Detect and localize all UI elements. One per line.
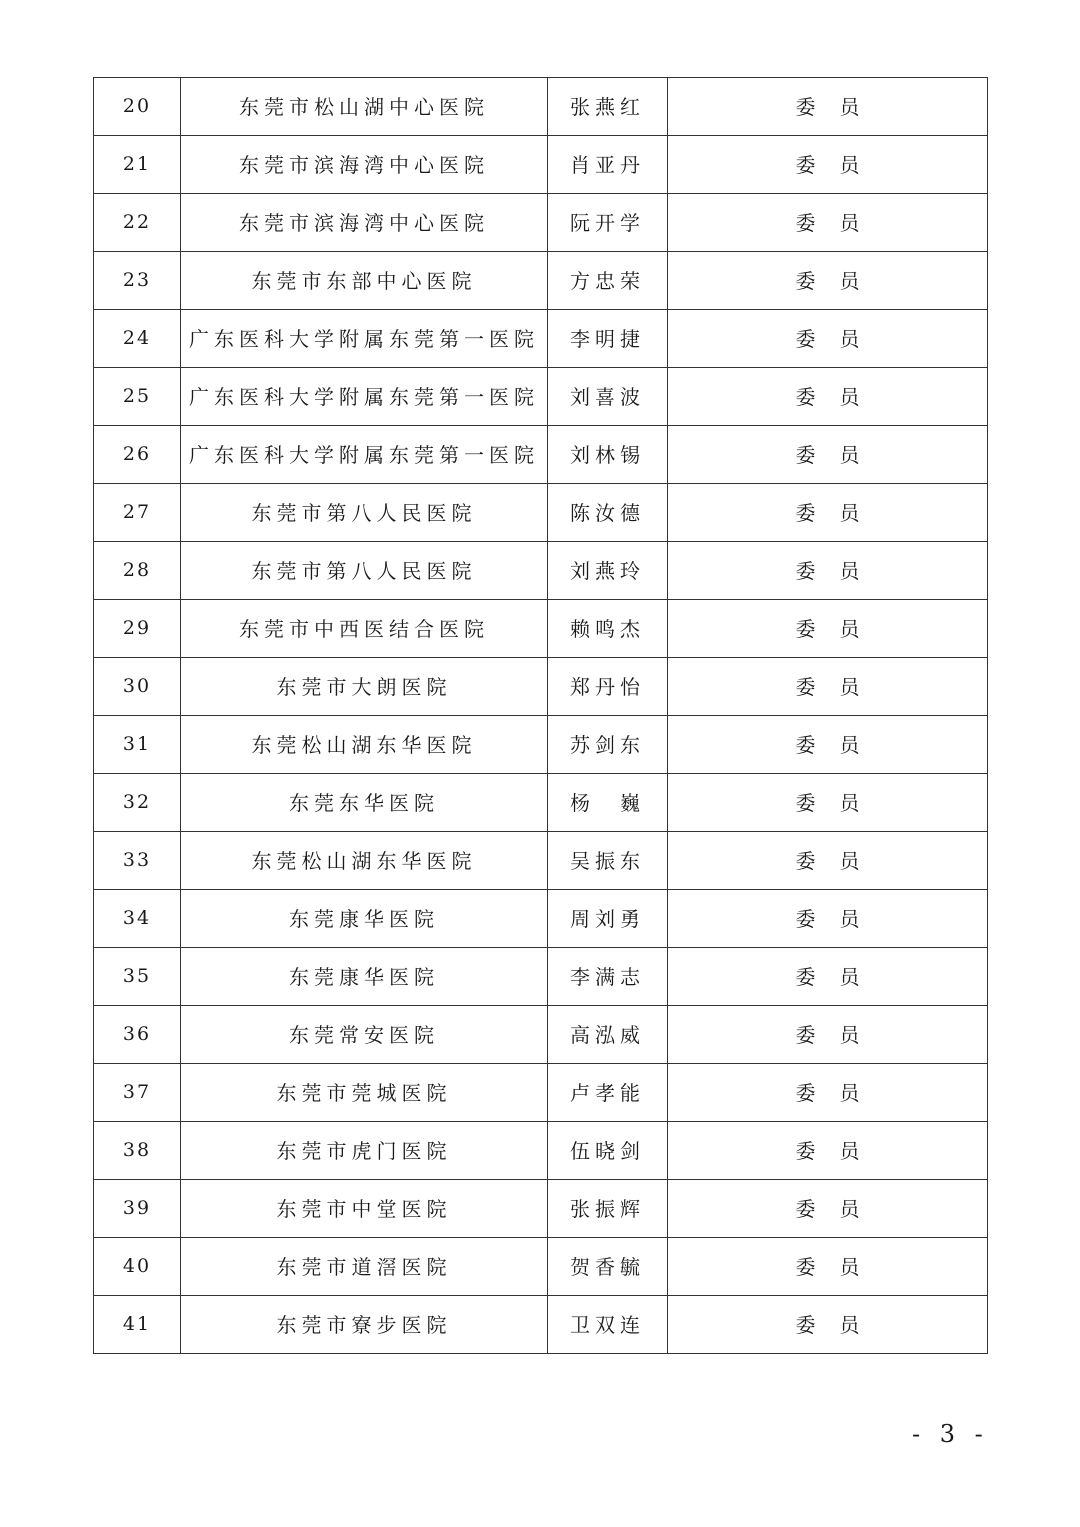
member-role-cell: 委员 [668, 484, 988, 542]
table-row [94, 774, 988, 832]
row-number-cell: 31 [94, 716, 181, 774]
row-number-cell: 27 [94, 484, 181, 542]
hospital-name-cell: 东莞市虎门医院 [181, 1122, 548, 1180]
member-name-cell: 刘林锡 [548, 426, 668, 484]
table-row [94, 1064, 988, 1122]
table-row [94, 542, 988, 600]
table-row [94, 1122, 988, 1180]
row-number-cell: 20 [94, 78, 181, 136]
table-row [94, 310, 988, 368]
member-role-cell: 委员 [668, 832, 988, 890]
hospital-name-cell: 东莞康华医院 [181, 890, 548, 948]
row-number-cell: 32 [94, 774, 181, 832]
table-row [94, 484, 988, 542]
table-row [94, 658, 988, 716]
member-name-cell: 阮开学 [548, 194, 668, 252]
hospital-name-cell: 东莞市东部中心医院 [181, 252, 548, 310]
hospital-name-cell: 东莞东华医院 [181, 774, 548, 832]
member-name-cell: 方忠荣 [548, 252, 668, 310]
table-row [94, 600, 988, 658]
member-name-cell: 伍晓剑 [548, 1122, 668, 1180]
member-role-cell: 委员 [668, 426, 988, 484]
member-name-cell: 苏剑东 [548, 716, 668, 774]
member-name-cell: 卫双连 [548, 1296, 668, 1354]
table-row [94, 136, 988, 194]
hospital-name-cell: 东莞市中西医结合医院 [181, 600, 548, 658]
member-role-cell: 委员 [668, 78, 988, 136]
table-row [94, 1238, 988, 1296]
member-name-cell: 郑丹怡 [548, 658, 668, 716]
hospital-name-cell: 东莞康华医院 [181, 948, 548, 1006]
hospital-name-cell: 广东医科大学附属东莞第一医院 [181, 426, 548, 484]
row-number-cell: 36 [94, 1006, 181, 1064]
row-number-cell: 23 [94, 252, 181, 310]
row-number-cell: 41 [94, 1296, 181, 1354]
member-role-cell: 委员 [668, 1006, 988, 1064]
table-row [94, 194, 988, 252]
row-number-cell: 40 [94, 1238, 181, 1296]
table-row [94, 78, 988, 136]
member-name-cell: 李满志 [548, 948, 668, 1006]
member-role-cell: 委员 [668, 1122, 988, 1180]
member-name-cell: 李明捷 [548, 310, 668, 368]
member-role-cell: 委员 [668, 1296, 988, 1354]
member-role-cell: 委员 [668, 252, 988, 310]
member-name-cell: 陈汝德 [548, 484, 668, 542]
page-number: - 3 - [912, 1420, 989, 1448]
row-number-cell: 25 [94, 368, 181, 426]
row-number-cell: 39 [94, 1180, 181, 1238]
hospital-name-cell: 东莞松山湖东华医院 [181, 832, 548, 890]
hospital-name-cell: 东莞市滨海湾中心医院 [181, 194, 548, 252]
member-table-body [94, 78, 988, 1354]
hospital-name-cell: 东莞常安医院 [181, 1006, 548, 1064]
member-name-cell: 吴振东 [548, 832, 668, 890]
row-number-cell: 24 [94, 310, 181, 368]
member-role-cell: 委员 [668, 658, 988, 716]
hospital-name-cell: 东莞市中堂医院 [181, 1180, 548, 1238]
member-role-cell: 委员 [668, 368, 988, 426]
member-name-cell: 赖鸣杰 [548, 600, 668, 658]
row-number-cell: 22 [94, 194, 181, 252]
member-name-cell: 贺香毓 [548, 1238, 668, 1296]
hospital-name-cell: 东莞市道滘医院 [181, 1238, 548, 1296]
member-name-cell: 张振辉 [548, 1180, 668, 1238]
member-role-cell: 委员 [668, 542, 988, 600]
table-row [94, 948, 988, 1006]
member-name-cell: 刘喜波 [548, 368, 668, 426]
member-role-cell: 委员 [668, 310, 988, 368]
member-name-cell: 周刘勇 [548, 890, 668, 948]
table-row [94, 368, 988, 426]
hospital-name-cell: 东莞松山湖东华医院 [181, 716, 548, 774]
member-role-cell: 委员 [668, 774, 988, 832]
table-row [94, 1180, 988, 1238]
member-name-cell: 张燕红 [548, 78, 668, 136]
table-row [94, 716, 988, 774]
row-number-cell: 38 [94, 1122, 181, 1180]
member-name-cell: 肖亚丹 [548, 136, 668, 194]
hospital-name-cell: 东莞市第八人民医院 [181, 542, 548, 600]
member-role-cell: 委员 [668, 1180, 988, 1238]
hospital-name-cell: 东莞市莞城医院 [181, 1064, 548, 1122]
row-number-cell: 33 [94, 832, 181, 890]
hospital-name-cell: 东莞市松山湖中心医院 [181, 78, 548, 136]
row-number-cell: 35 [94, 948, 181, 1006]
member-name-cell: 刘燕玲 [548, 542, 668, 600]
table-row [94, 890, 988, 948]
hospital-name-cell: 东莞市寮步医院 [181, 1296, 548, 1354]
member-role-cell: 委员 [668, 948, 988, 1006]
row-number-cell: 29 [94, 600, 181, 658]
row-number-cell: 34 [94, 890, 181, 948]
member-role-cell: 委员 [668, 1064, 988, 1122]
row-number-cell: 21 [94, 136, 181, 194]
member-name-cell: 卢孝能 [548, 1064, 668, 1122]
member-role-cell: 委员 [668, 600, 988, 658]
member-table [93, 77, 988, 1354]
member-role-cell: 委员 [668, 136, 988, 194]
member-name-cell: 高泓威 [548, 1006, 668, 1064]
table-row [94, 1006, 988, 1064]
table-row [94, 1296, 988, 1354]
row-number-cell: 30 [94, 658, 181, 716]
hospital-name-cell: 东莞市第八人民医院 [181, 484, 548, 542]
member-role-cell: 委员 [668, 194, 988, 252]
hospital-name-cell: 广东医科大学附属东莞第一医院 [181, 368, 548, 426]
row-number-cell: 37 [94, 1064, 181, 1122]
row-number-cell: 26 [94, 426, 181, 484]
table-row [94, 252, 988, 310]
hospital-name-cell: 东莞市滨海湾中心医院 [181, 136, 548, 194]
table-row [94, 426, 988, 484]
member-role-cell: 委员 [668, 716, 988, 774]
row-number-cell: 28 [94, 542, 181, 600]
member-role-cell: 委员 [668, 890, 988, 948]
table-row [94, 832, 988, 890]
member-name-cell: 杨 巍 [548, 774, 668, 832]
hospital-name-cell: 东莞市大朗医院 [181, 658, 548, 716]
hospital-name-cell: 广东医科大学附属东莞第一医院 [181, 310, 548, 368]
member-role-cell: 委员 [668, 1238, 988, 1296]
